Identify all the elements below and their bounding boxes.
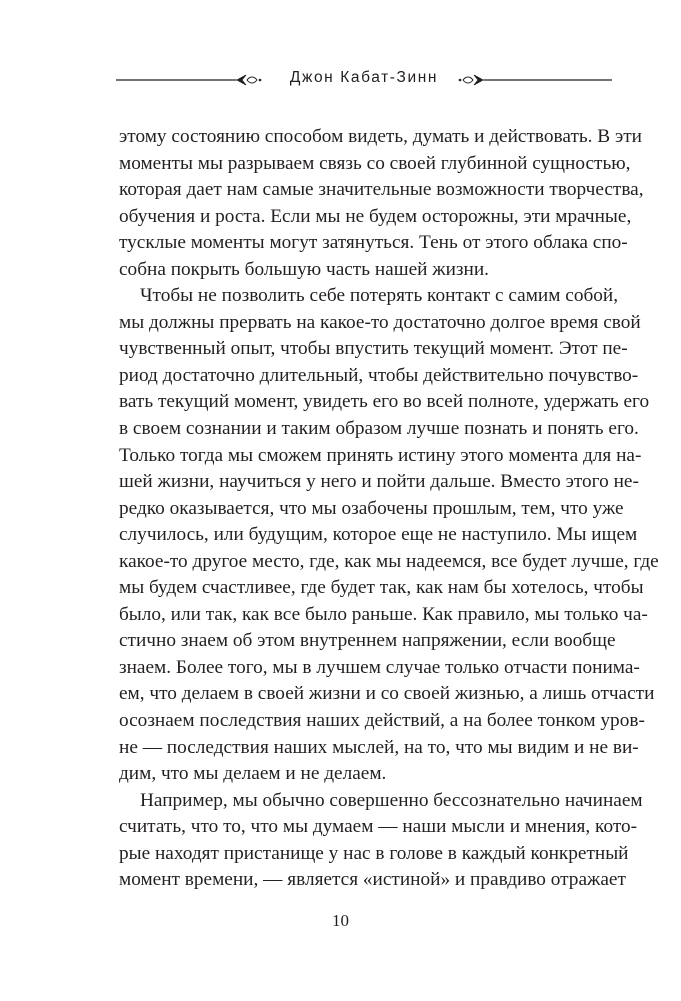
text-line: этому состоянию способом видеть, думать и действовать. В эти xyxy=(119,126,643,147)
text-line: осознаем последствия наших действий, а на более тонком уров- xyxy=(119,710,645,732)
text-line: какое-то другое место, где, как мы надеемся, все будет лучше, где xyxy=(119,550,659,572)
text-line: знаем. Более того, мы в лучшем случае только отчасти понима- xyxy=(119,656,640,678)
text-line: в своем сознании и таким образом лучше познать и понять его. xyxy=(119,418,639,440)
text-line: редко оказывается, что мы озабочены прошлым, тем, что уже xyxy=(119,497,624,519)
running-head xyxy=(116,68,612,92)
text-line: моменты мы разрываем связь со своей глубинной сущностью, xyxy=(119,152,631,174)
text-line: Чтобы не позволить себе потерять контакт с самим собой, xyxy=(140,285,619,307)
text-line: риод достаточно длительный, чтобы действительно почувство- xyxy=(119,364,639,386)
text-line: тусклые моменты могут затянуться. Тень от этого облака спо- xyxy=(119,232,628,254)
text-line: дим, что мы делаем и не делаем. xyxy=(119,763,387,785)
text-line: момент времени, — является «истиной» и правдиво отражает xyxy=(119,869,626,891)
page-number: 10 xyxy=(332,911,349,930)
text-line: мы будем счастливее, где будет так, как нам бы хотелось, чтобы xyxy=(119,577,644,599)
text-line: обучения и роста. Если мы не будем осторожны, эти мрачные, xyxy=(119,205,632,227)
running-head-author: Джон Кабат-Зинн xyxy=(289,69,439,86)
text-line: случилось, или будущим, которое еще не наступило. Мы ищем xyxy=(119,524,638,546)
text-line: было, или так, как все было раньше. Как правило, мы только ча- xyxy=(119,603,648,625)
text-line: которая дает нам самые значительные возможности творчества, xyxy=(119,179,644,201)
text-line: вать текущий момент, увидеть его во всей полноте, удержать его xyxy=(119,391,650,413)
text-line: не — последствия наших мыслей, на то, что мы видим и не ви- xyxy=(119,736,639,758)
text-line: считать, что то, что мы думаем — наши мысли и мнения, кото- xyxy=(119,816,638,838)
body-text xyxy=(119,124,659,894)
text-line: Только тогда мы сможем принять истину этого момента для на- xyxy=(119,444,642,466)
text-line: стично знаем об этом внутреннем напряжении, если вообще xyxy=(119,630,616,652)
text-line: Например, мы обычно совершенно бессознательно начинаем xyxy=(140,789,643,811)
text-line: ем, что делаем в своей жизни и со своей жизнью, а лишь отчасти xyxy=(119,683,655,705)
text-line: рые находят пристанище у нас в голове в каждый конкретный xyxy=(119,842,629,864)
text-line: чувственный опыт, чтобы впустить текущий момент. Этот пе- xyxy=(119,338,628,360)
text-line: собна покрыть большую часть нашей жизни. xyxy=(119,258,489,280)
text-line: шей жизни, научиться у него и пойти дальше. Вместо этого не- xyxy=(119,471,639,493)
text-line: мы должны прервать на какое-то достаточно долгое время свой xyxy=(119,311,641,333)
